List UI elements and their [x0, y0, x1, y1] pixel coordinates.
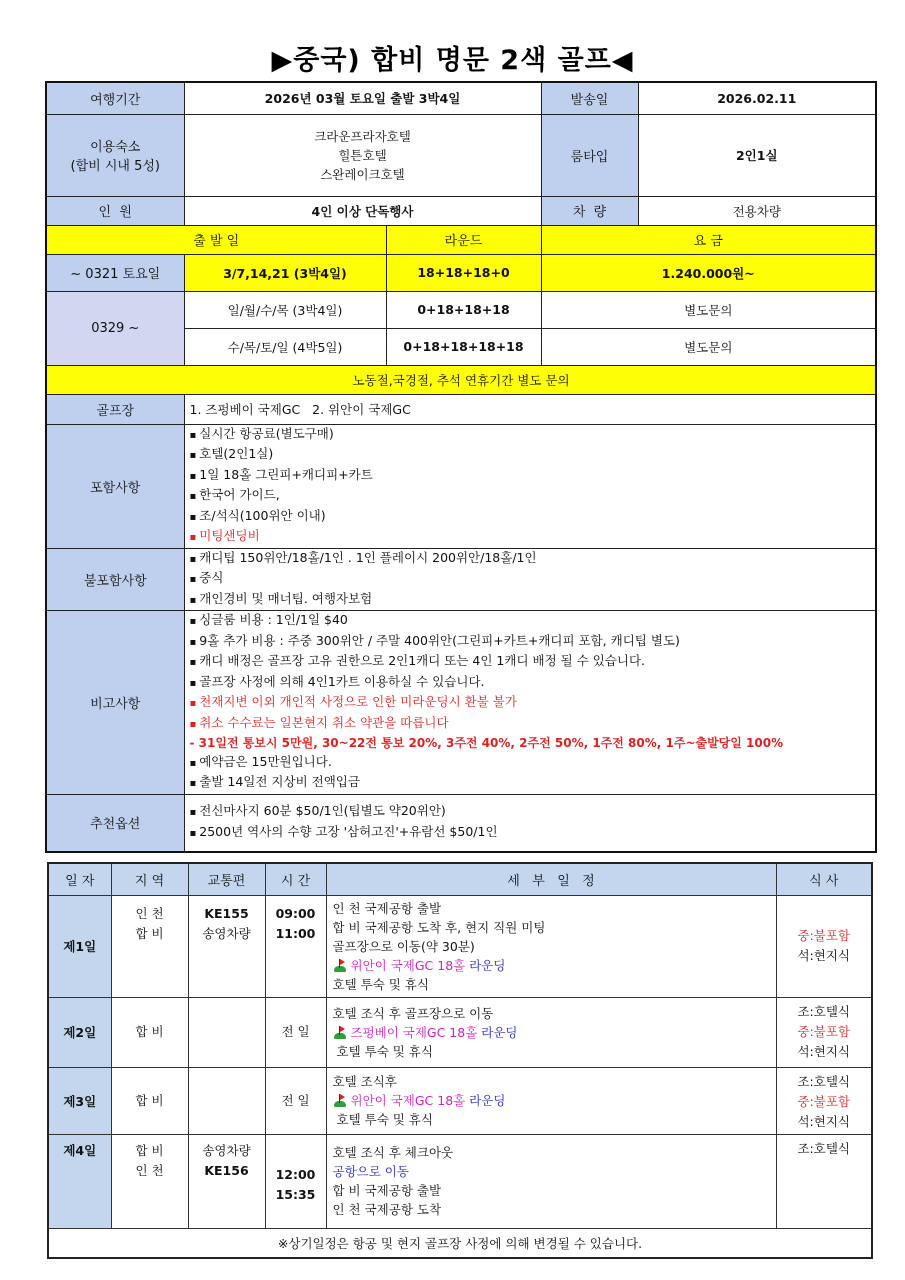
- tour-overview-table: [45, 81, 877, 853]
- detail-cell: [326, 895, 776, 997]
- transport-header: 교통편: [188, 863, 265, 895]
- row-remarks: [46, 611, 876, 795]
- rounds-header: 라운드: [386, 225, 541, 254]
- detail-line: 골프장으로 이동(약 30분): [332, 938, 475, 954]
- price-dates: 3/7,14,21 (3박4일): [184, 254, 386, 291]
- day-label: 제1일: [48, 895, 111, 997]
- excluded-list: [184, 548, 876, 611]
- transport-cell: [188, 1067, 265, 1134]
- row-travel-period: [46, 82, 876, 114]
- hotel-name: 스완레이크호텔: [320, 166, 405, 182]
- detail-line: 호텔 투숙 및 휴식: [336, 1043, 433, 1059]
- golf-flag-icon: [333, 958, 347, 972]
- region-header: 지 역: [111, 863, 188, 895]
- golf-course: 위안이 국제GC 18홀: [350, 957, 466, 973]
- golf-value: 1. 즈펑베이 국제GC 2. 위안이 국제GC: [184, 394, 876, 424]
- included-label: 포함사항: [46, 424, 184, 548]
- meal-breakfast: 조:호텔식: [797, 1140, 850, 1156]
- detail-line: 호텔 조식 후 체크아웃: [332, 1145, 454, 1160]
- excluded-label: 불포함사항: [46, 548, 184, 611]
- meal-breakfast: 조:호텔식: [797, 1073, 850, 1089]
- pricing-row: [46, 291, 876, 328]
- price-amount: 별도문의: [541, 328, 876, 365]
- remark-item: ▪ 캐디 배정은 골프장 고유 권한으로 2인1캐디 또는 4인 1캐디 배정 될 수 있습니다.: [190, 652, 876, 673]
- price-rounds: 0+18+18+18: [386, 291, 541, 328]
- options-label: 추천옵션: [46, 794, 184, 852]
- golf-label: 골프장: [46, 394, 184, 424]
- meal-cell: [776, 895, 872, 997]
- meal-dinner: 석:현지식: [797, 1043, 850, 1059]
- detail-line: 합 비 국제공항 출발: [332, 1183, 442, 1198]
- golf-round-line: [333, 956, 776, 975]
- detail-line: 호텔 투숙 및 휴식: [336, 1112, 433, 1127]
- remarks-list: [184, 611, 876, 795]
- row-people: [46, 196, 876, 225]
- send-date-value: 2026.02.11: [638, 82, 876, 114]
- meal-cell: [776, 997, 872, 1067]
- meal-header: 식 사: [776, 863, 872, 895]
- options-list: [184, 794, 876, 852]
- day-label: 제2일: [48, 997, 111, 1067]
- travel-period-label: 여행기간: [46, 82, 184, 114]
- golf-round: 라운딩: [481, 1024, 518, 1040]
- remark-item-warning: ▪ 취소 수수료는 일본현지 취소 약관을 따릅니다: [190, 714, 876, 735]
- room-type-label: 룸타입: [541, 114, 638, 196]
- region: 합 비: [135, 925, 164, 941]
- vehicle-value: 전용차량: [638, 196, 876, 225]
- pricing-header-row: [46, 225, 876, 254]
- excluded-item: ▪ 개인경비 및 매너팁. 여행자보험: [190, 590, 876, 611]
- transport: 송영차량: [202, 1142, 251, 1158]
- pricing-row: [46, 254, 876, 291]
- detail-line: 호텔 조식 후 골프장으로 이동: [332, 1005, 494, 1021]
- itinerary-day-row: [48, 1134, 872, 1228]
- detail-line: 호텔 투숙 및 휴식: [332, 976, 429, 992]
- transport-cell: [188, 997, 265, 1067]
- row-excluded: [46, 548, 876, 611]
- included-item: ▪ 조/석식(100위안 이내): [190, 507, 876, 528]
- included-item-highlight: ▪ 미팅샌딩비: [190, 527, 876, 548]
- itinerary-day-row: [48, 997, 872, 1067]
- detail-line: 합 비 국제공항 도착 후, 현지 직원 미팅: [332, 919, 546, 935]
- option-item: ▪ 2500년 역사의 수향 고장 '삼허고진'+유람선 $50/1인: [190, 823, 876, 844]
- room-type-value: 2인1실: [638, 114, 876, 196]
- golf-course: 위안이 국제GC 18홀: [350, 1093, 466, 1108]
- row-included: [46, 424, 876, 548]
- day-label: 제3일: [48, 1067, 111, 1134]
- region: 인 천: [135, 905, 164, 921]
- detail-cell: [326, 1134, 776, 1228]
- time-cell: 전 일: [265, 1067, 326, 1134]
- detail-cell: [326, 1067, 776, 1134]
- price-dates: 수/목/토/일 (4박5일): [184, 328, 386, 365]
- send-date-label: 발송일: [541, 82, 638, 114]
- golf-flag-icon: [333, 1093, 347, 1107]
- meal-cell: [776, 1134, 872, 1228]
- row-options: [46, 794, 876, 852]
- price-header: 요 금: [541, 225, 876, 254]
- region-cell: [111, 895, 188, 997]
- time: 09:00: [275, 905, 316, 921]
- people-label: 인 원: [46, 196, 184, 225]
- detail-line: 인 천 국제공항 출발: [332, 900, 442, 916]
- transport: 송영차량: [202, 925, 251, 941]
- price-period: ~ 0321 토요일: [46, 254, 184, 291]
- page-title: ▶중국) 합비 명문 2색 골프◀: [271, 45, 634, 76]
- flight-number: KE156: [204, 1162, 249, 1178]
- detail-line: 호텔 조식후: [332, 1074, 397, 1089]
- meal-lunch: 중:불포함: [797, 1093, 850, 1109]
- time-header: 시 간: [265, 863, 326, 895]
- region-cell: 합 비: [111, 997, 188, 1067]
- row-hotel: [46, 114, 876, 196]
- hotel-label-line1: 이용숙소: [90, 140, 141, 155]
- hotel-label-line2: (합비 시내 5성): [70, 159, 160, 174]
- time-cell: 전 일: [265, 997, 326, 1067]
- transport-cell: [188, 1134, 265, 1228]
- price-rounds: 18+18+18+0: [386, 254, 541, 291]
- day-header: 일 자: [48, 863, 111, 895]
- detail-header: 세 부 일 정: [326, 863, 776, 895]
- meal-dinner: 석:현지식: [797, 1113, 850, 1129]
- hotel-list: [184, 114, 541, 196]
- itinerary-footer-note: ※상기일정은 항공 및 현지 골프장 사정에 의해 변경될 수 있습니다.: [48, 1228, 872, 1258]
- time-cell: [265, 1134, 326, 1228]
- remark-item: ▪ 골프장 사정에 의해 4인1카트 이용하실 수 있습니다.: [190, 673, 876, 694]
- remark-item: ▪ 출발 14일전 지상비 전액입금: [190, 773, 876, 794]
- region: 합 비: [135, 1142, 164, 1158]
- itinerary-day-row: [48, 895, 872, 997]
- included-item: ▪ 한국어 가이드,: [190, 486, 876, 507]
- itinerary-day-row: [48, 1067, 872, 1134]
- holiday-note: 노동절,국경절, 추석 연휴기간 별도 문의: [46, 365, 876, 394]
- flight-number: KE155: [204, 905, 249, 921]
- detail-line-airport-transfer: 공항으로 이동: [332, 1164, 409, 1179]
- hotel-label: [46, 114, 184, 196]
- meal-breakfast: 조:호텔식: [797, 1003, 850, 1019]
- included-item: ▪ 실시간 항공료(별도구매): [190, 425, 876, 446]
- excluded-item: ▪ 중식: [190, 569, 876, 590]
- hotel-name: 힐튼호텔: [338, 147, 387, 163]
- golf-round: 라운딩: [469, 1093, 506, 1108]
- itinerary-header-row: [48, 863, 872, 895]
- golf-round-line: [333, 1023, 776, 1042]
- golf-flag-icon: [333, 1025, 347, 1039]
- people-value: 4인 이상 단독행사: [184, 196, 541, 225]
- detail-line: 인 천 국제공항 도착: [332, 1202, 442, 1217]
- included-item: ▪ 1일 18홀 그린피+캐디피+카트: [190, 466, 876, 487]
- time: 12:00: [275, 1166, 316, 1182]
- transport-cell: [188, 895, 265, 997]
- remark-item: ▪ 9홀 추가 비용 : 주중 300위안 / 주말 400위안(그린피+카트+캐디피 포함, 캐디팁 별도): [190, 632, 876, 653]
- remark-item: ▪ 예약금은 15만원입니다.: [190, 753, 876, 774]
- region: 인 천: [135, 1162, 164, 1178]
- included-list: [184, 424, 876, 548]
- detail-cell: [326, 997, 776, 1067]
- remark-item-warning: ▪ 천재지변 이외 개인적 사정으로 인한 미라운딩시 환불 불가: [190, 693, 876, 714]
- meal-lunch: 중:불포함: [797, 1023, 850, 1039]
- hotel-name: 크라운프라자호텔: [314, 128, 411, 144]
- golf-course: 즈펑베이 국제GC 18홀: [350, 1024, 478, 1040]
- golf-round-line: [333, 1091, 776, 1110]
- price-amount: 별도문의: [541, 291, 876, 328]
- region-cell: [111, 1134, 188, 1228]
- region-cell: 합 비: [111, 1067, 188, 1134]
- day-label: 제4일: [48, 1134, 111, 1228]
- itinerary-table: [47, 862, 873, 1259]
- travel-period-value: 2026년 03월 토요일 출발 3박4일: [184, 82, 541, 114]
- cancellation-fee-schedule: - 31일전 통보시 5만원, 30~22전 통보 20%, 3주전 40%, 2주전 50%, 1주전 80%, 1주~출발당일 100%: [189, 736, 784, 750]
- time: 15:35: [275, 1186, 316, 1202]
- departure-header: 출 발 일: [46, 225, 386, 254]
- row-golf-courses: [46, 394, 876, 424]
- itinerary-footer-row: [48, 1228, 872, 1258]
- meal-dinner: 석:현지식: [797, 948, 850, 963]
- price-period: 0329 ~: [46, 291, 184, 365]
- golf-round: 라운딩: [469, 957, 506, 973]
- option-item: ▪ 전신마사지 60분 $50/1인(팁별도 약20위안): [190, 802, 876, 823]
- price-dates: 일/월/수/목 (3박4일): [184, 291, 386, 328]
- remarks-label: 비고사항: [46, 611, 184, 795]
- holiday-note-row: [46, 365, 876, 394]
- vehicle-label: 차 량: [541, 196, 638, 225]
- meal-lunch: 중:불포함: [797, 928, 850, 943]
- meal-cell: [776, 1067, 872, 1134]
- excluded-item: ▪ 캐디팁 150위안/18홀/1인 . 1인 플레이시 200위안/18홀/1인: [190, 549, 876, 570]
- time: 11:00: [275, 925, 316, 941]
- included-item: ▪ 호텔(2인1실): [190, 445, 876, 466]
- price-rounds: 0+18+18+18+18: [386, 328, 541, 365]
- price-amount: 1.240.000원~: [541, 254, 876, 291]
- remark-item: ▪ 싱글룸 비용 : 1인/1일 $40: [190, 611, 876, 632]
- time-cell: [265, 895, 326, 997]
